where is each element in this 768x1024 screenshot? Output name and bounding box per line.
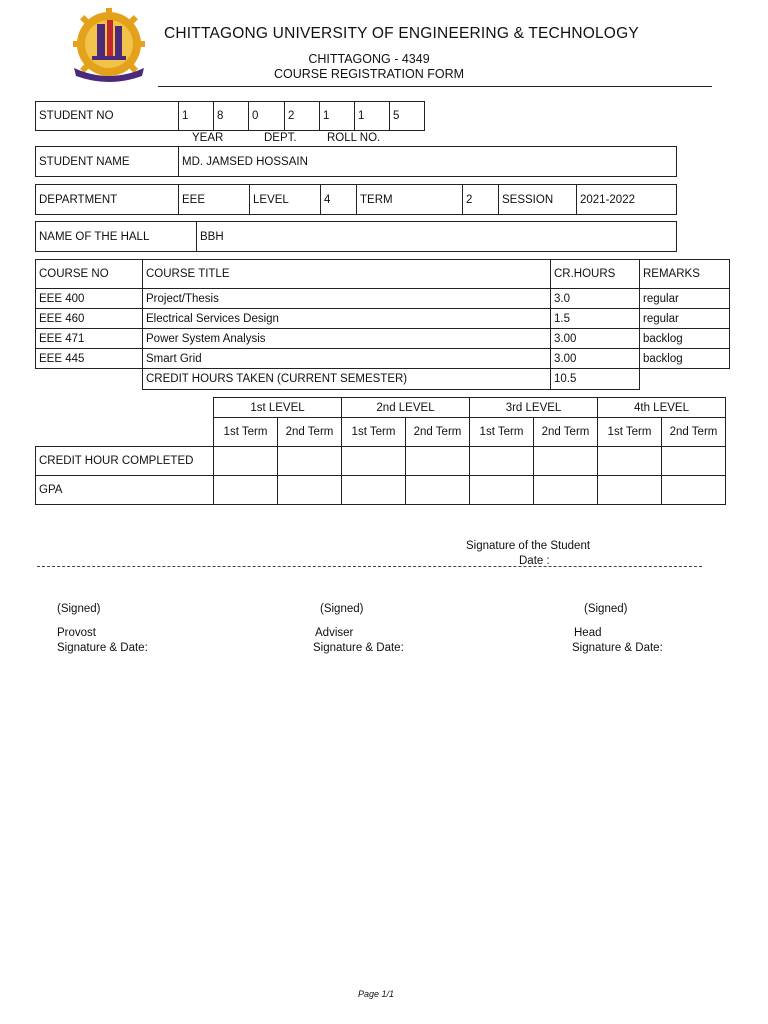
form-title: COURSE REGISTRATION FORM [273,67,465,81]
level-value: 4 [321,185,357,215]
table-row [36,329,730,349]
level-header: 2nd LEVEL [342,398,470,418]
term-value: 2 [463,185,499,215]
history-corner [36,398,214,418]
credit-total-label: CREDIT HOURS TAKEN (CURRENT SEMESTER) [143,369,551,390]
student-signature-date: Date : [519,555,550,567]
student-no-digit: 1 [355,102,390,131]
course-title-header: COURSE TITLE [143,260,551,289]
history-cell [406,447,470,476]
course-hours: 3.0 [551,289,640,309]
table-row [36,349,730,369]
credit-history-table [35,397,726,505]
history-cell [278,447,342,476]
course-no: EEE 445 [36,349,143,369]
course-title: Electrical Services Design [143,309,551,329]
page-number: Page 1/1 [358,989,395,999]
history-cell [662,476,726,505]
history-cell [534,476,598,505]
provost-signed: (Signed) [57,603,101,615]
cuet-seal-icon [68,8,150,84]
student-no-digit: 1 [179,102,214,131]
course-no: EEE 471 [36,329,143,349]
term-header: 1st Term [342,418,406,447]
dept-sublabel: DEPT. [264,132,297,144]
student-no-digit: 0 [249,102,285,131]
student-no-digit: 8 [214,102,249,131]
term-label: TERM [357,185,463,215]
session-value: 2021-2022 [577,185,677,215]
department-table [35,184,677,215]
university-logo [68,8,150,84]
level-header: 1st LEVEL [214,398,342,418]
history-cell [342,447,406,476]
student-name-label: STUDENT NAME [36,147,179,177]
student-no-table [35,101,425,131]
course-title: Smart Grid [143,349,551,369]
signature-divider [37,566,702,567]
student-no-digit: 5 [390,102,425,131]
remarks-header: REMARKS [640,260,730,289]
courses-table [35,259,730,390]
level-label: LEVEL [250,185,321,215]
term-header: 1st Term [598,418,662,447]
credit-total-value: 10.5 [551,369,640,390]
student-no-digit: 2 [285,102,320,131]
term-header: 2nd Term [534,418,598,447]
hall-table [35,221,677,252]
city-postcode: CHITTAGONG - 4349 [308,52,430,66]
hall-value: BBH [197,222,677,252]
adviser-signed: (Signed) [320,603,364,615]
adviser-signature-date: Signature & Date: [313,642,404,654]
history-cell [214,447,278,476]
table-row [36,289,730,309]
term-header: 2nd Term [662,418,726,447]
course-remarks: backlog [640,349,730,369]
university-name: CHITTAGONG UNIVERSITY OF ENGINEERING & TECHNOLOGY [164,25,639,42]
course-title: Power System Analysis [143,329,551,349]
level-header: 3rd LEVEL [470,398,598,418]
hall-label: NAME OF THE HALL [36,222,197,252]
head-signature-date: Signature & Date: [572,642,663,654]
head-role: Head [574,627,602,639]
history-cell [662,447,726,476]
cr-hours-header: CR.HOURS [551,260,640,289]
history-cell [470,447,534,476]
session-label: SESSION [499,185,577,215]
student-signature-label: Signature of the Student [466,540,591,552]
course-hours: 1.5 [551,309,640,329]
course-no: EEE 400 [36,289,143,309]
total-spacer [36,369,143,390]
table-row [36,309,730,329]
history-cell [598,476,662,505]
adviser-role: Adviser [315,627,354,639]
year-sublabel: YEAR [192,132,224,144]
student-name-table [35,146,677,177]
history-cell [342,476,406,505]
term-header: 1st Term [470,418,534,447]
course-remarks: regular [640,309,730,329]
course-remarks: regular [640,289,730,309]
header-rule [158,86,712,87]
department-label: DEPARTMENT [36,185,179,215]
term-header: 2nd Term [406,418,470,447]
gpa-label: GPA [36,476,214,505]
total-spacer-right [640,369,730,390]
provost-role: Provost [57,627,96,639]
history-cell [406,476,470,505]
history-cell [214,476,278,505]
department-value: EEE [179,185,250,215]
student-name-value: MD. JAMSED HOSSAIN [179,147,677,177]
head-signed: (Signed) [584,603,628,615]
term-header: 2nd Term [278,418,342,447]
course-hours: 3.00 [551,329,640,349]
student-no-label: STUDENT NO [36,102,179,131]
course-title: Project/Thesis [143,289,551,309]
history-cell [534,447,598,476]
course-hours: 3.00 [551,349,640,369]
student-no-digit: 1 [320,102,355,131]
history-cell [470,476,534,505]
history-cell [278,476,342,505]
roll-no-sublabel: ROLL NO. [327,132,381,144]
history-cell [598,447,662,476]
credit-completed-label: CREDIT HOUR COMPLETED [36,447,214,476]
history-corner [36,418,214,447]
provost-signature-date: Signature & Date: [57,642,148,654]
course-no-header: COURSE NO [36,260,143,289]
term-header: 1st Term [214,418,278,447]
course-no: EEE 460 [36,309,143,329]
course-remarks: backlog [640,329,730,349]
level-header: 4th LEVEL [598,398,726,418]
